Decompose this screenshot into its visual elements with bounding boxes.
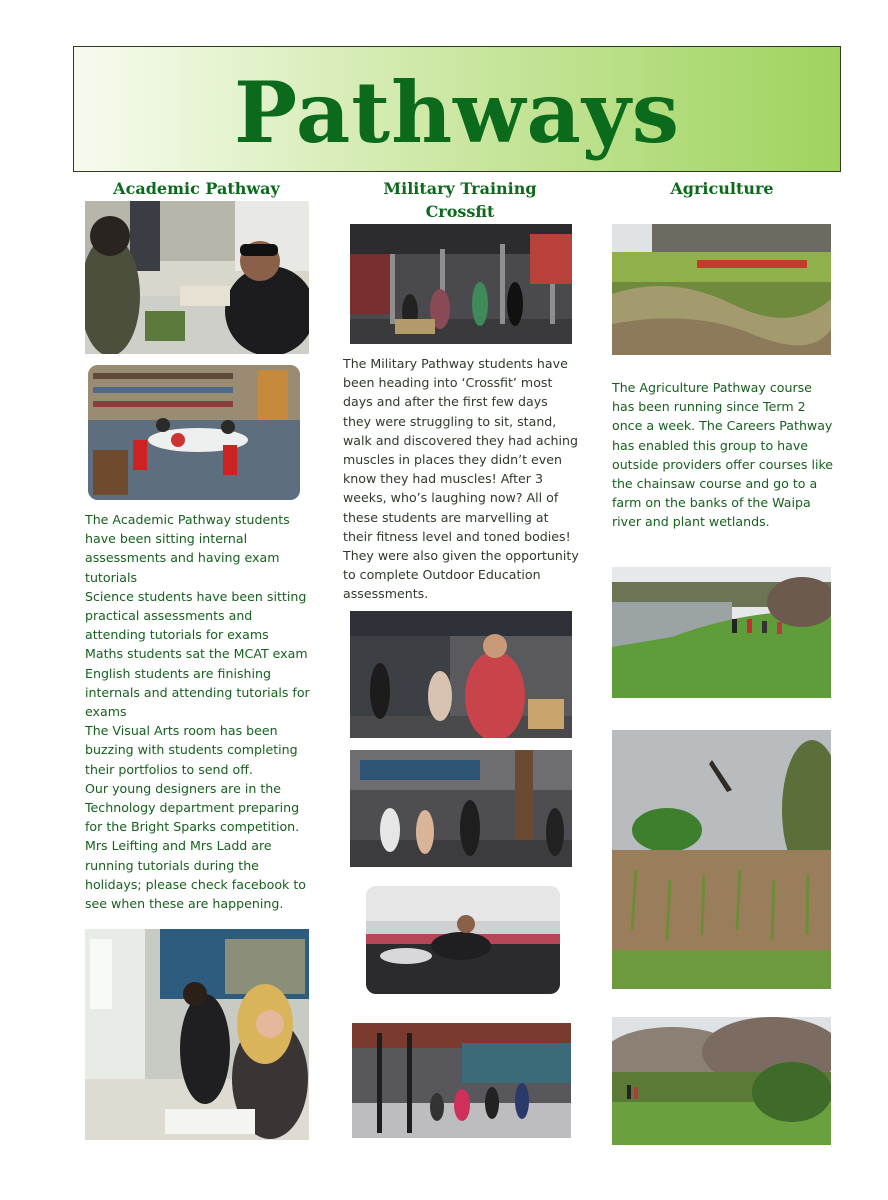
academic-paragraph: The Academic Pathway students have been sitting internal assessments and having exam tutorials — [85, 512, 290, 585]
academic-paragraph: Mrs Leifting and Mrs Ladd are running tutorials during the holidays; please check facebook to see when these are happening. — [85, 838, 306, 912]
page-title: Pathways — [233, 63, 681, 162]
academic-text — [85, 510, 317, 913]
academic-paragraph: Our young designers are in the Technology department preparing for the Bright Sparks competition. — [85, 780, 300, 835]
academic-heading: Academic Pathway — [113, 179, 280, 198]
military-heading-line2: Crossfit — [425, 202, 495, 221]
classroom-drawing-photo — [85, 929, 309, 1140]
agriculture-heading: Agriculture — [670, 179, 774, 198]
crossfit-stretch-photo — [366, 886, 560, 994]
crossfit-gym-photo-2 — [350, 611, 572, 738]
farm-field-photo — [612, 224, 831, 355]
science-lab-photo — [85, 201, 309, 354]
academic-paragraph: Science students have been sitting practical assessments and attending tutorials for exams — [85, 588, 307, 643]
military-heading-line1: Military Training — [383, 179, 537, 198]
riverbank-photo-1 — [612, 567, 831, 698]
library-photo — [88, 365, 300, 500]
academic-paragraph: English students are finishing internals and attending tutorials for exams — [85, 665, 310, 720]
title-banner — [73, 46, 841, 172]
crossfit-gym-photo-1 — [350, 224, 572, 344]
crossfit-gym-photo-4 — [352, 1023, 571, 1138]
riverbank-photo-2 — [612, 1017, 831, 1145]
agriculture-text: The Agriculture Pathway course has been running since Term 2 once a week. The Careers Pathway has enabled this group to have outside providers offer courses like the chainsaw course and go to a farm on the banks of the Waipa river and plant wetlands. — [612, 380, 834, 530]
crossfit-gym-photo-3 — [350, 750, 572, 867]
academic-paragraph: The Visual Arts room has been buzzing with students completing their portfolios to send off. — [85, 723, 298, 777]
military-text: The Military Pathway students have been heading into ‘Crossfit’ most days and after the first few days they were struggling to sit, stand, walk and discovered they had aching muscles in places they didn’t even know they had muscles! After 3 weeks, who’s laughing now? All of these students are marvelling at their fitness level and toned bodies! They were also given the opportunity to complete Outdoor Education assessments. — [343, 356, 579, 602]
academic-paragraph: Maths students sat the MCAT exam — [85, 646, 308, 662]
wetland-planting-photo — [612, 730, 831, 989]
